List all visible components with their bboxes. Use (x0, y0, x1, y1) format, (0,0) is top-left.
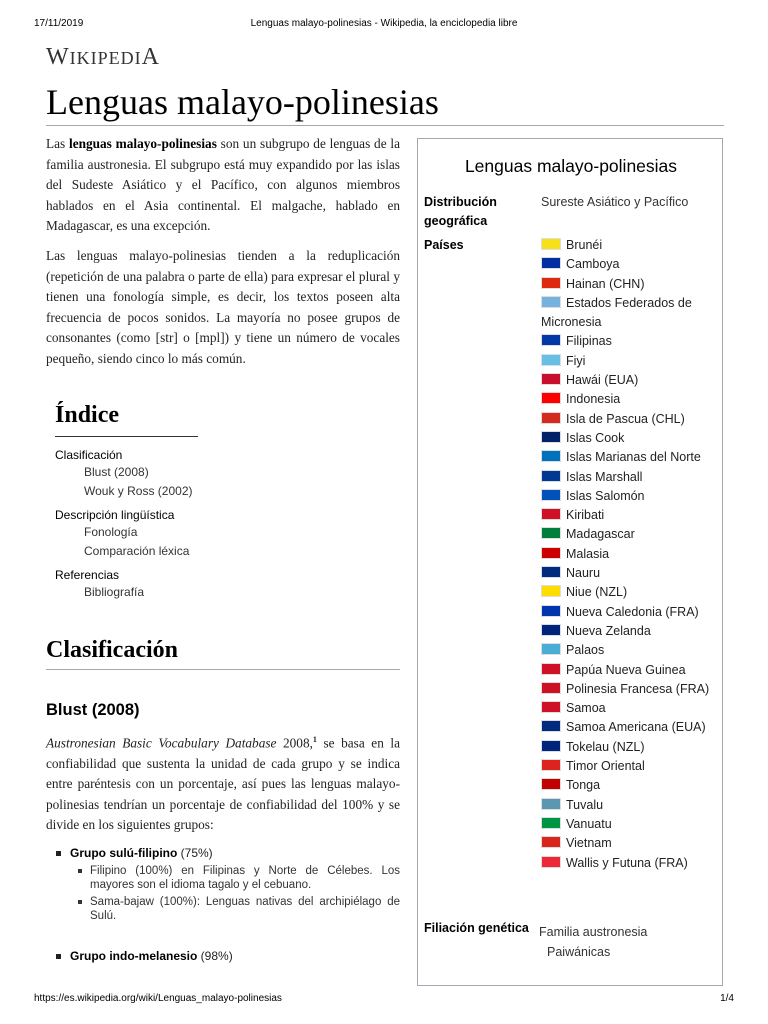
country-name: Kiribati (566, 508, 605, 523)
print-date: 17/11/2019 (34, 18, 84, 29)
toc-title: Índice (55, 402, 120, 428)
infobox-label-distribution: Distribución geográfica (424, 195, 497, 228)
country-item[interactable] (541, 275, 721, 294)
country-item[interactable] (541, 332, 721, 351)
flag-icon (541, 277, 561, 289)
country-name: Islas Marshall (566, 469, 643, 484)
flag-icon (541, 701, 561, 713)
flag-icon (541, 431, 561, 443)
flag-icon (541, 836, 561, 848)
print-url: https://es.wikipedia.org/wiki/Lenguas_malayo-polinesias (34, 993, 282, 1004)
toc-divider (55, 436, 198, 437)
country-name: Samoa (566, 701, 606, 716)
country-item[interactable] (541, 718, 721, 737)
country-item[interactable] (541, 294, 721, 333)
country-item[interactable] (541, 661, 721, 680)
flag-icon (541, 296, 561, 308)
flag-icon (541, 759, 561, 771)
country-name: Wallis y Futuna (FRA) (566, 855, 688, 870)
section-divider (46, 669, 400, 670)
country-item[interactable] (541, 583, 721, 602)
country-item[interactable] (541, 255, 721, 274)
country-list (541, 236, 721, 873)
intro-paragraph-1: Las lenguas malayo-polinesias son un subgrupo de lenguas de la familia austronesia. El subgrupo está muy expandido por las islas del Sudeste Asiático y el Pacífico, con algunos miembros hablados en el Asia continental. El malgache, hablado en Madagascar, es una excepción. (46, 136, 400, 233)
country-name: Tonga (566, 778, 601, 793)
country-name: Nueva Zelanda (566, 623, 651, 638)
country-item[interactable] (541, 564, 721, 583)
flag-icon (541, 643, 561, 655)
flag-icon (541, 682, 561, 694)
country-item[interactable] (541, 390, 721, 409)
country-item[interactable] (541, 448, 721, 467)
country-item[interactable] (541, 236, 721, 255)
country-name: Isla de Pascua (CHL) (566, 411, 685, 426)
toc-item[interactable]: Descripción lingüística (55, 508, 175, 522)
country-name: Brunéi (566, 238, 603, 252)
flag-icon (541, 257, 561, 269)
article-subject: lenguas malayo-polinesias (69, 136, 217, 151)
blust-paragraph: Austronesian Basic Vocabulary Database 2008,$^1$ se basa en la confiabilidad que sustenta la unidad de cada grupo y se indica entre paréntesis con un porcentaje, así pues las lenguas malayo-polinesias tendrían un porcentaje de confiabilidad del 100% y se divide en los siguientes grupos: (46, 735, 400, 833)
country-name: Nueva Caledonia (FRA) (566, 604, 699, 619)
group-list-2 (56, 948, 400, 964)
country-item[interactable] (541, 525, 721, 544)
country-item[interactable] (541, 815, 721, 834)
page-title: Lenguas malayo-polinesias (46, 82, 439, 122)
country-item[interactable] (541, 738, 721, 757)
country-item[interactable] (541, 680, 721, 699)
print-page-number: 1/4 (720, 993, 734, 1004)
flag-icon (541, 720, 561, 732)
infobox-title: Lenguas malayo-polinesias (464, 156, 678, 176)
flag-icon (541, 392, 561, 404)
country-item[interactable] (541, 487, 721, 506)
toc-item[interactable]: Referencias (55, 568, 120, 582)
flag-icon (541, 624, 561, 636)
country-name: Polinesia Francesa (FRA) (566, 681, 710, 696)
toc-subitem[interactable]: Wouk y Ross (2002) (84, 484, 193, 498)
country-name: Samoa Americana (EUA) (566, 720, 706, 735)
list-item: Grupo sulú-filipino (75%) (56, 845, 400, 861)
flag-icon (541, 856, 561, 868)
country-item[interactable] (541, 371, 721, 390)
country-item[interactable] (541, 468, 721, 487)
country-item[interactable] (541, 757, 721, 776)
country-name: Islas Salomón (566, 488, 645, 503)
country-item[interactable] (541, 776, 721, 795)
wikipedia-logo[interactable]: WIKIPEDIA (46, 44, 160, 70)
country-name: Vietnam (566, 836, 612, 851)
country-name: Vanuatu (566, 816, 612, 831)
flag-icon (541, 412, 561, 424)
flag-icon (541, 566, 561, 578)
group-list-1 (56, 845, 400, 923)
country-name: Filipinas (566, 334, 612, 349)
list-item: Filipino (100%) en Filipinas y Norte de Célebes. Los mayores son el idioma tagalo y el cebuano. (56, 864, 400, 892)
infobox-label-filiation: Filiación genética (424, 921, 529, 935)
country-item[interactable] (541, 854, 721, 873)
country-item[interactable] (541, 410, 721, 429)
flag-icon (541, 238, 561, 250)
country-name: Tuvalu (566, 797, 604, 812)
flag-icon (541, 354, 561, 366)
reference-link[interactable]: 1 (312, 735, 317, 744)
country-item[interactable] (541, 622, 721, 641)
list-item: Grupo indo-melanesio (98%) (56, 948, 400, 964)
infobox-label-countries: Países (424, 238, 464, 252)
country-name: Madagascar (566, 527, 635, 542)
country-name: Timor Oriental (566, 759, 645, 774)
country-name: Estados Federados de Micronesia (541, 295, 692, 330)
flag-icon (541, 334, 561, 346)
country-item[interactable] (541, 352, 721, 371)
flag-icon (541, 605, 561, 617)
country-name: Hawái (EUA) (566, 373, 639, 388)
infobox (417, 138, 723, 986)
country-name: Niue (NZL) (566, 585, 628, 600)
country-name: Fiyi (566, 353, 586, 368)
flag-icon (541, 489, 561, 501)
flag-icon (541, 663, 561, 675)
country-item[interactable] (541, 429, 721, 448)
toc-subitem[interactable]: Bibliografía (84, 585, 145, 599)
infobox-value-filiation-family[interactable]: Familia austronesia (539, 925, 648, 939)
title-divider (46, 125, 724, 126)
print-title: Lenguas malayo-polinesias - Wikipedia, la enciclopedia libre (250, 18, 518, 29)
intro-paragraph-2: Las lenguas malayo-polinesias tienden a la reduplicación (repetición de una palabra o parte de ella) para expresar el plural y tienen una fonología simple, es decir, los textos poseen alta frecuencia de pocos sonidos. La mayoría no posee grupos de consonantes (como [str] o [mpl]) y tiene un número de vocales pequeño, siendo cinco lo más común. (46, 248, 400, 366)
flag-icon (541, 778, 561, 790)
toc-subitem[interactable]: Blust (2008) (84, 465, 149, 479)
country-name: Indonesia (566, 392, 621, 407)
flag-icon (541, 817, 561, 829)
toc-subitem[interactable]: Fonología (84, 525, 138, 539)
country-item[interactable] (541, 796, 721, 815)
country-name: Palaos (566, 643, 605, 658)
country-item[interactable] (541, 834, 721, 853)
flag-icon (541, 470, 561, 482)
subsection-heading-blust: Blust (2008) (46, 701, 140, 719)
country-name: Hainan (CHN) (566, 276, 645, 291)
country-name: Tokelau (NZL) (566, 739, 645, 754)
country-name: Nauru (566, 566, 601, 581)
list-item: Sama-bajaw (100%): Lenguas nativas del archipiélago de Sulú. (56, 895, 400, 923)
flag-icon (541, 508, 561, 520)
country-name: Islas Cook (566, 430, 625, 445)
section-heading-clasificacion: Clasificación (46, 637, 178, 663)
country-item[interactable] (541, 603, 721, 622)
country-name: Camboya (566, 257, 620, 272)
infobox-value-distribution: Sureste Asiático y Pacífico (541, 195, 689, 209)
toc-item[interactable]: Clasificación (55, 448, 123, 462)
infobox-value-filiation-subgroup[interactable]: Paiwánicas (547, 945, 611, 959)
flag-icon (541, 527, 561, 539)
country-name: Islas Marianas del Norte (566, 450, 701, 465)
flag-icon (541, 740, 561, 752)
country-item[interactable] (541, 545, 721, 564)
toc-subitem[interactable]: Comparación léxica (84, 544, 190, 558)
country-item[interactable] (541, 699, 721, 718)
flag-icon (541, 373, 561, 385)
flag-icon (541, 798, 561, 810)
country-name: Papúa Nueva Guinea (566, 662, 686, 677)
flag-icon (541, 585, 561, 597)
country-item[interactable] (541, 506, 721, 525)
country-item[interactable] (541, 641, 721, 660)
table-of-contents (46, 398, 246, 602)
country-name: Malasia (566, 546, 610, 561)
flag-icon (541, 547, 561, 559)
flag-icon (541, 450, 561, 462)
